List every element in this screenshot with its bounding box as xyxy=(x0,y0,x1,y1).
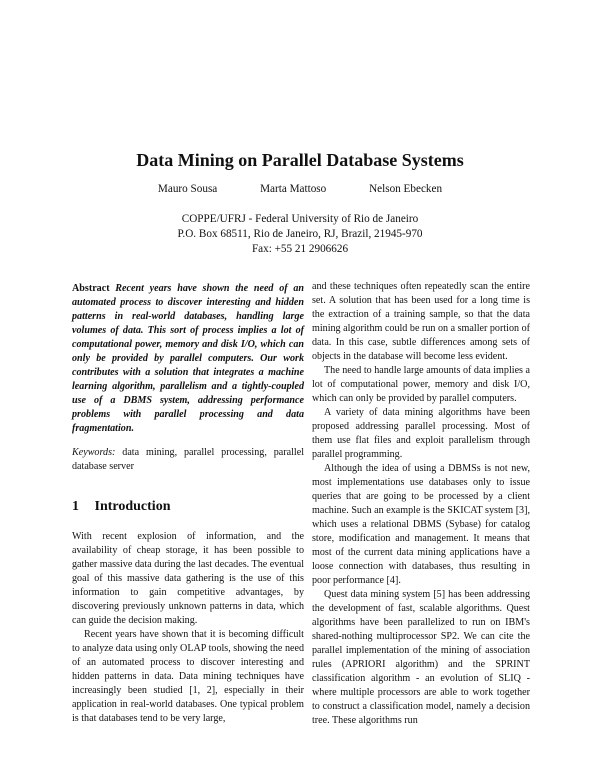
keywords xyxy=(72,446,304,474)
paragraph: The need to handle large amounts of data implies a lot of computational power, memory and disk I/O, which can only be provided by parallel computers. xyxy=(312,365,530,404)
affiliation-line: COPPE/UFRJ - Federal University of Rio de Janeiro xyxy=(181,213,419,225)
paragraph: With recent explosion of information, and the availability of cheap storage, it has been possible to gather massive data during the last decades. The eventual goal of this massive data gathering is the use of this information to gain competitive advantages, by discovering previously unknown patterns in data, which can guide the decision making. xyxy=(72,531,304,626)
keywords-text: data mining, parallel processing, parallel database server xyxy=(72,447,305,472)
paragraph: A variety of data mining algorithms have been proposed addressing parallel processing. Most of them use flat files and exploit parallelism through parallel programming. xyxy=(312,407,530,460)
keywords-label: Keywords: xyxy=(72,447,116,458)
address-line: P.O. Box 68511, Rio de Janeiro, RJ, Brazil, 21945-970 xyxy=(177,228,423,240)
abstract-text: Recent years have shown the need of an automated process to discover interesting and hidden patterns in real-world databases, handling large volumes of data. This sort of process implies a lot of computational power, memory and disk I/O, which can only be provided by parallel computers. Our work contributes with a solution that integrates a machine learning algorithm, parallelism and a tightly-coupled use of a DBMS system, addressing performance problems with parallel processing and data fragmentation. xyxy=(72,283,304,434)
section-title: Introduction xyxy=(94,499,171,514)
paragraph: and these techniques often repeatedly scan the entire set. A solution that has been used for a long time is the extraction of a training sample, so that the data mining algorithm could be run on a smaller portion of data. In this case, subtle differences among sets of objects in the database will become less evident. xyxy=(312,281,530,362)
right-column xyxy=(312,280,530,728)
paragraph: Although the idea of using a DBMSs is not new, most implementations use databases only to issue queries that are going to be processed by a client machine. Such an example is the SKICAT system [3], which uses a relational DBMS (Sybase) for catalog store, modification and management. It means that most of the current data mining applications have a loose connection with databases, thus resulting in poor performance [4]. xyxy=(312,463,530,586)
fax-line: Fax: +55 21 2906626 xyxy=(251,243,349,255)
paragraph: Quest data mining system [5] has been addressing the development of fast, scalable algorithms. Quest algorithms have been parallelized to run on IBM's shared-nothing multiprocessor SP2. We can cite the parallel implementation of the mining of association rules (APRIORI algorithm) and the SPRINT classification algorithm - an evolution of SLIQ - where multiple processors are able to work together to construct a classification model, namely a decision tree. These algorithms run xyxy=(312,589,530,726)
affiliation-block xyxy=(0,212,600,257)
paragraph: Recent years have shown that it is becoming difficult to analyze data using only OLAP tools, showing the need of an automated process to discover interesting and hidden patterns in data. Data mining techniques have increasingly been studied [1, 2], especially in their application in real-world databases. One typical problem is that databases tend to be very large, xyxy=(72,629,304,724)
author-name: Mauro Sousa xyxy=(157,183,218,195)
paper-title: Data Mining on Parallel Database Systems xyxy=(136,150,464,170)
abstract-label: Abstract xyxy=(72,283,110,294)
author-name: Marta Mattoso xyxy=(260,183,327,195)
section-number: 1 xyxy=(72,499,79,514)
section-heading xyxy=(72,500,304,514)
left-column xyxy=(72,282,304,726)
author-name: Nelson Ebecken xyxy=(369,183,443,195)
abstract xyxy=(72,282,304,436)
author-list xyxy=(0,183,600,195)
